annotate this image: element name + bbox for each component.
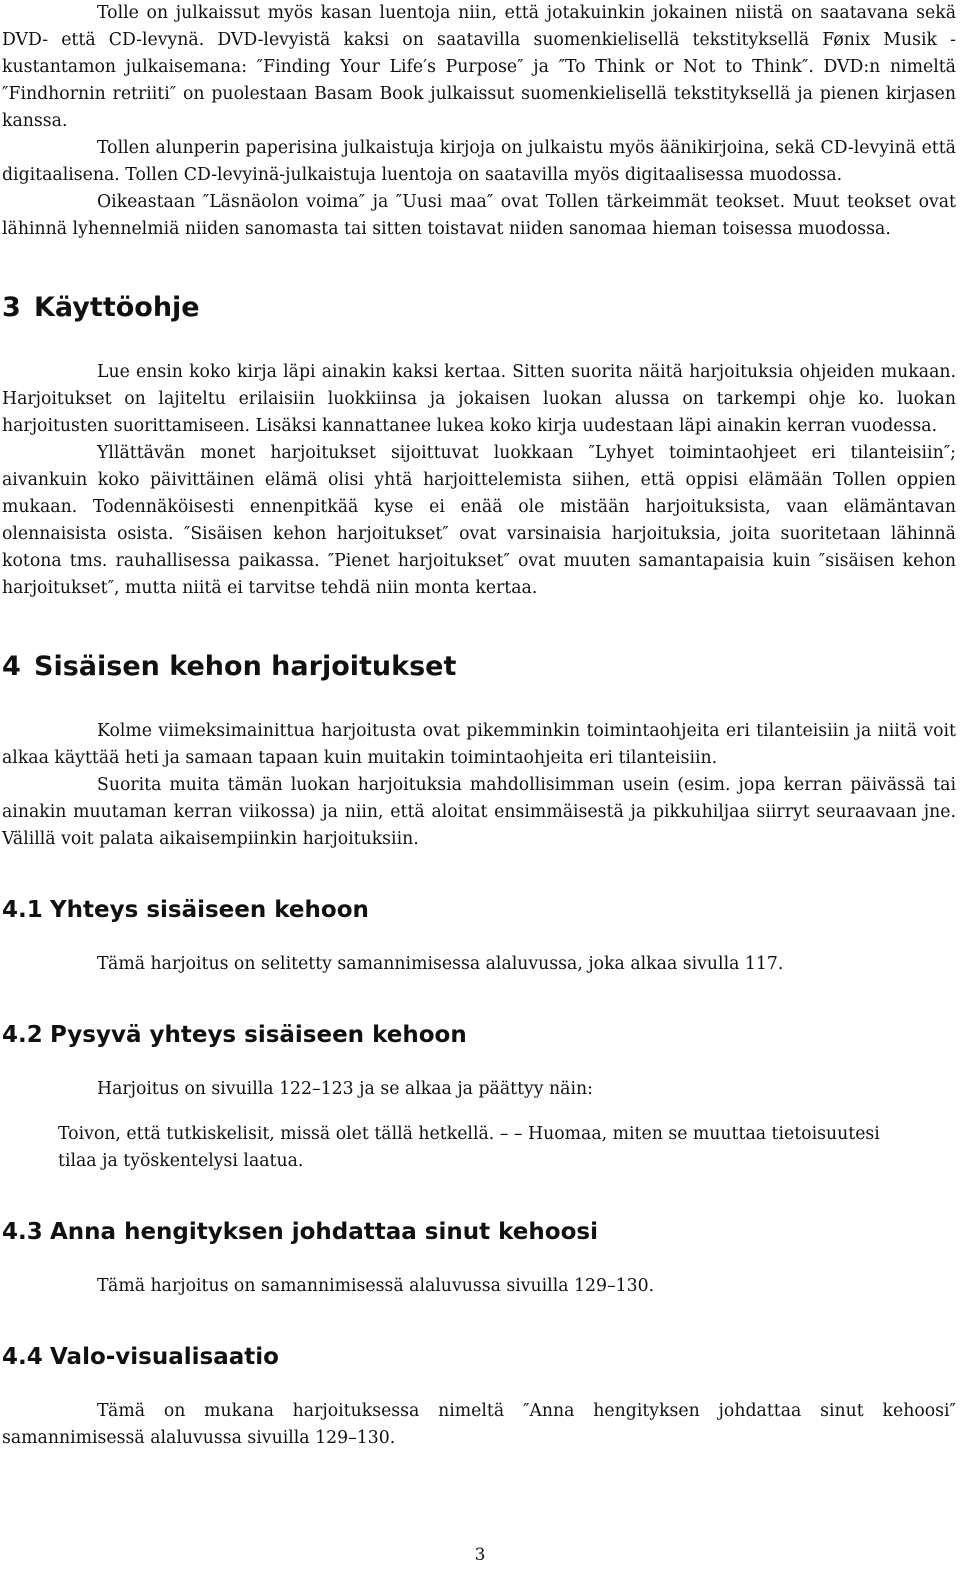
subsection-4-2-text-before: Harjoitus on sivuilla — [97, 1079, 280, 1099]
subsection-4-3-text — [2, 1273, 956, 1300]
subsection-4-1-heading — [2, 895, 956, 925]
subsection-4-2-text — [2, 1076, 956, 1103]
subsection-4-4-text-after: . — [389, 1428, 396, 1448]
page-reference-link[interactable]: 129–130 — [574, 1276, 649, 1296]
subsection-4-4-title: Valo-visualisaatio — [50, 1344, 279, 1370]
subsection-4-1-text-before: Tämä harjoitus on selitetty samannimisessa alaluvussa, joka alkaa sivulla — [97, 954, 745, 974]
page-reference-link[interactable]: 122–123 — [279, 1079, 354, 1099]
section-4-number: 4 — [2, 651, 21, 682]
section-3-heading — [2, 291, 956, 325]
section-3-number: 3 — [2, 292, 21, 323]
subsection-4-4-number: 4.4 — [2, 1344, 43, 1370]
quotation-text: Toivon, että tutkiskelisit, missä olet tällä hetkellä. – – Huomaa, miten se muuttaa tietoisuutesi tilaa ja työskentelysi laatua. — [58, 1124, 880, 1171]
section-3-title: Käyttöohje — [34, 292, 200, 323]
page-number: 3 — [474, 1545, 486, 1565]
section-4-title: Sisäisen kehon harjoitukset — [34, 651, 457, 682]
page-reference-link[interactable]: 129–130 — [315, 1428, 390, 1448]
subsection-4-1-text-after: . — [777, 954, 784, 974]
page-content — [2, 0, 956, 1452]
page-reference-link[interactable]: 117 — [744, 954, 778, 974]
subsection-4-1-text — [2, 951, 956, 978]
intro-paragraph-1: Tolle on julkaissut myös kasan luentoja niin, että jotakuinkin jokainen niistä on saatavana sekä DVD- että CD-levynä. DVD-levyistä kaksi on saatavilla suomenkielisellä tekstityksellä Fønix Musik -kustantamon julkaisemana: ″Finding Your Life′s Purpose″ ja ″To Think or Not to Think″. DVD:n nimeltä ″Findhornin retriiti″ on puolestaan Basam Book julkaissut suomenkielisellä tekstityksellä ja pienen kirjasen kanssa. — [2, 3, 956, 131]
section-4-heading — [2, 650, 956, 684]
section-4-paragraph-2: Suorita muita tämän luokan harjoituksia mahdollisimman usein (esim. jopa kerran päivässä tai ainakin muutaman kerran viikossa) ja niin, että aloitat ensimmäisestä ja pikkuhiljaa siirryt seuraavaan jne. Välillä voit palata aikaisempiinkin harjoituksiin. — [2, 775, 956, 849]
intro-paragraph-2: Tollen alunperin paperisina julkaistuja kirjoja on julkaistu myös äänikirjoina, sekä CD-levyinä että digitaalisena. Tollen CD-levyinä-julkaistuja luentoja on saatavilla myös digitaalisessa muodossa. — [2, 138, 956, 185]
section-3-paragraph-2: Yllättävän monet harjoitukset sijoittuvat luokkaan ″Lyhyet toimintaohjeet eri tilanteisiin″; aivankuin koko päivittäinen elämä olisi yhtä harjoittelemista siihen, että oppisi elämään Tollen oppien mukaan. Todennäköisesti ennenpitkää kyse ei enää ole mistään harjoituksista, vaan elämäntavan olennaisista osista. ″Sisäisen kehon harjoitukset″ ovat varsinaisia harjoituksia, joita suoritetaan lähinnä kotona tms. rauhallisessa paikassa. ″Pienet harjoitukset″ ovat muuten samantapaisia kuin ″sisäisen kehon harjoitukset″, mutta niitä ei tarvitse tehdä niin monta kertaa. — [2, 443, 956, 598]
subsection-4-1-number: 4.1 — [2, 897, 43, 923]
section-4-paragraph-1: Kolme viimeksimainittua harjoitusta ovat pikemminkin toimintaohjeita eri tilanteisiin ja niitä voit alkaa käyttää heti ja samaan tapaan kuin muitakin toimintaohjeita eri tilanteisiin. — [2, 721, 956, 768]
subsection-4-4-text-before: Tämä on mukana harjoituksessa nimeltä ″Anna hengityksen johdattaa sinut kehoosi″ samannimisessä alaluvussa sivuilla — [2, 1401, 956, 1448]
quotation-block — [58, 1121, 902, 1175]
subsection-4-2-title: Pysyvä yhteys sisäiseen kehoon — [50, 1022, 467, 1048]
subsection-4-3-heading — [2, 1217, 956, 1247]
subsection-4-3-title: Anna hengityksen johdattaa sinut kehoosi — [50, 1219, 598, 1245]
subsection-4-2-heading — [2, 1020, 956, 1050]
subsection-4-1-title: Yhteys sisäiseen kehoon — [50, 897, 369, 923]
section-3-paragraph-1: Lue ensin koko kirja läpi ainakin kaksi kertaa. Sitten suorita näitä harjoituksia ohjeiden mukaan. Harjoitukset on lajiteltu erilaisiin luokkiinsa ja jokaisen luokan alussa on tarkempi ohje ko. luokan harjoitusten suorittamiseen. Lisäksi kannattanee lukea koko kirja uudestaan läpi ainakin kerran vuodessa. — [2, 362, 956, 436]
subsection-4-4-text — [2, 1398, 956, 1452]
subsection-4-3-text-after: . — [648, 1276, 655, 1296]
subsection-4-2-text-after: ja se alkaa ja päättyy näin: — [353, 1079, 593, 1099]
intro-paragraph-3: Oikeastaan ″Läsnäolon voima″ ja ″Uusi maa″ ovat Tollen tärkeimmät teokset. Muut teokset ovat lähinnä lyhennelmiä niiden sanomasta tai sitten toistavat niiden sanomaa hieman toisessa muodossa. — [2, 192, 956, 239]
subsection-4-3-text-before: Tämä harjoitus on samannimisessä alaluvussa sivuilla — [97, 1276, 575, 1296]
subsection-4-2-number: 4.2 — [2, 1022, 43, 1048]
subsection-4-4-heading — [2, 1342, 956, 1372]
subsection-4-3-number: 4.3 — [2, 1219, 43, 1245]
